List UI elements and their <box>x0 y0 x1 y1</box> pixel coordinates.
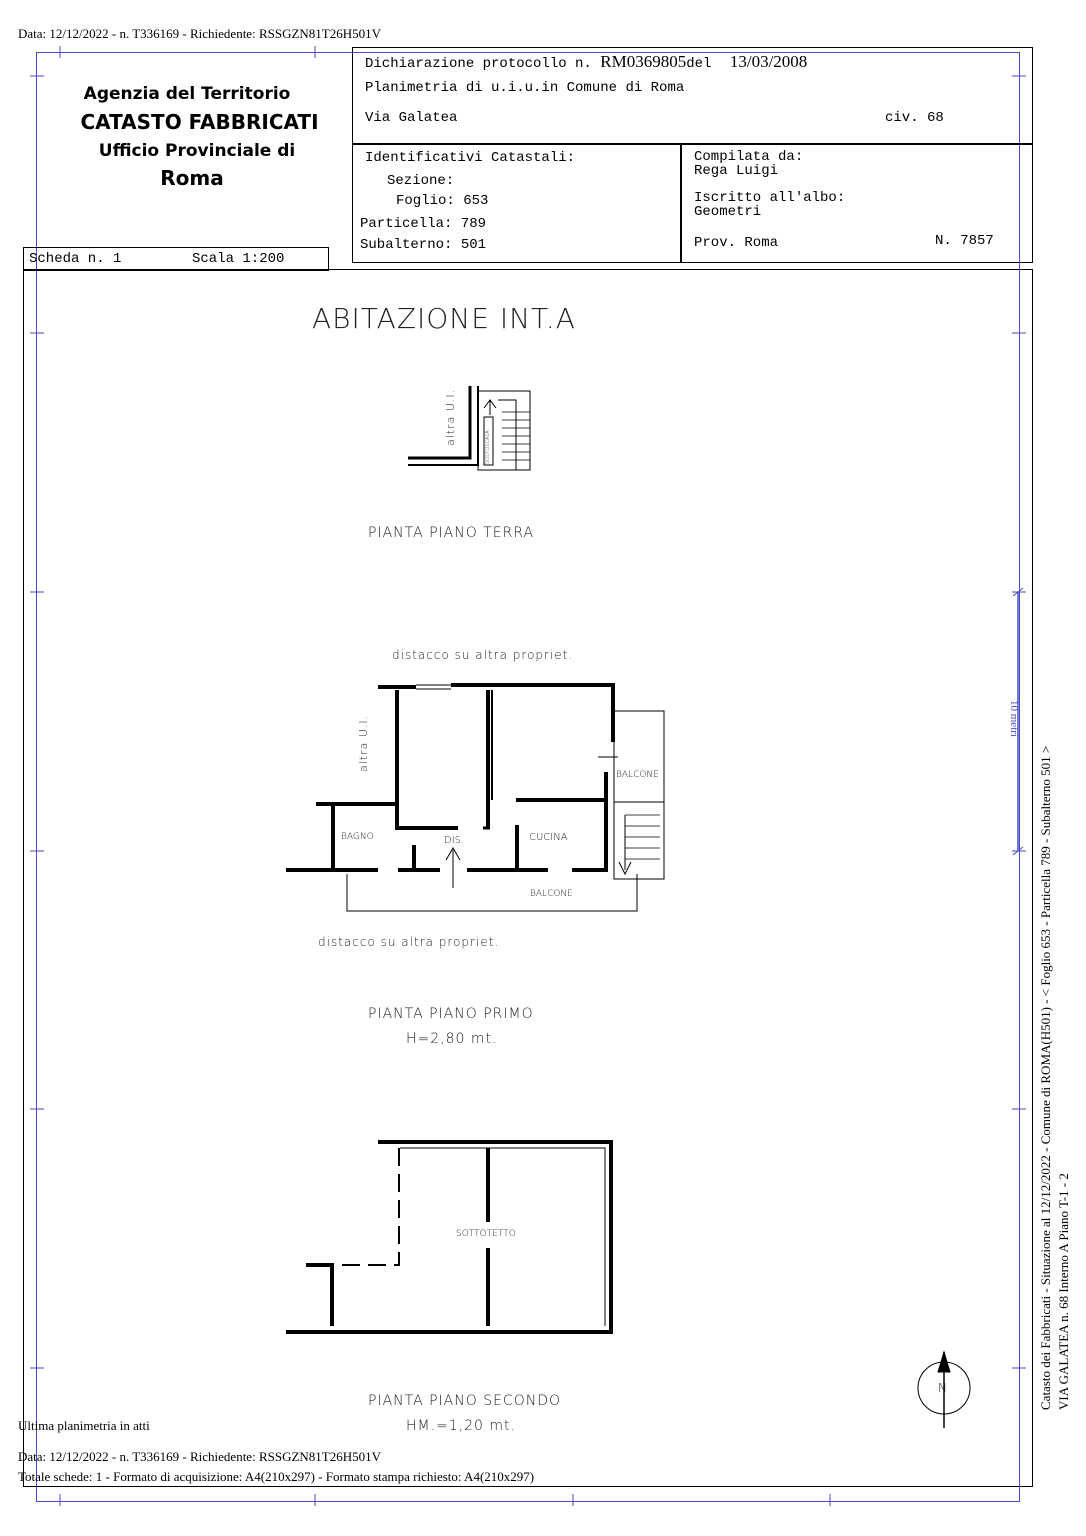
piano-terra-label: PIANTA PIANO TERRA <box>368 525 535 541</box>
frame-tick-marks <box>30 46 1026 1506</box>
provincia: Prov. Roma <box>694 235 779 251</box>
particella-value: Particella: 789 <box>360 216 487 232</box>
sottoscala-label: SOSTOSCALA <box>485 430 491 464</box>
sottotetto-label: SOTTOTETTO <box>456 1229 516 1239</box>
balcone-right-label: BALCONE <box>616 770 659 780</box>
piano-terra-plan <box>408 386 530 470</box>
piano-secondo-plan <box>286 1142 611 1332</box>
piano-primo-plan <box>286 685 664 911</box>
distacco-top-label: distacco su altra propriet. <box>392 648 574 662</box>
ultima-planimetria: Ultima planimetria in atti <box>18 1418 150 1433</box>
protocol-label: Dichiarazione protocollo n. RM0369805del 13/03/2008 <box>365 52 808 72</box>
piano-primo-label: PIANTA PIANO PRIMO <box>368 1006 534 1022</box>
compilatore-name: Rega Luigi <box>694 163 779 179</box>
agency-name: Agenzia del Territorio <box>83 84 291 104</box>
footer-totale-line: Totale schede: 1 - Formato di acquisizione: A4(210x297) - Formato stampa richiesto: A4(210x297) <box>18 1469 535 1484</box>
top-request-line: Data: 12/12/2022 - n. T336169 - Richiedente: RSSGZN81T26H501V <box>18 26 382 41</box>
distacco-bottom-label: distacco su altra propriet. <box>318 935 500 949</box>
city-name: Roma <box>160 166 224 190</box>
protocol-date: 13/03/2008 <box>729 52 808 71</box>
civic-number: civ. 68 <box>885 110 944 126</box>
balcone-bottom-label: BALCONE <box>530 889 573 899</box>
cucina-label: CUCINA <box>529 832 568 843</box>
height-secondo: HM.=1,20 mt. <box>406 1418 516 1434</box>
albo-name: Geometri <box>694 204 762 220</box>
iscritto-label: Iscritto all'albo: <box>694 190 846 206</box>
side-address-line: VIA GALATEA n. 68 Interno A Piano T-1 - 2 <box>1056 1173 1071 1410</box>
altra-ui-label-primo: altra U.I. <box>357 714 370 772</box>
drawing-title: ABITAZIONE INT.A <box>312 302 576 335</box>
scale-bar-label: 10 metri <box>1008 700 1020 737</box>
identificativi-title: Identificativi Catastali: <box>365 150 576 166</box>
sezione-label: Sezione: <box>387 173 455 189</box>
piano-secondo-label: PIANTA PIANO SECONDO <box>368 1393 562 1409</box>
catasto-title: CATASTO FABBRICATI <box>80 110 319 134</box>
footer-request-line: Data: 12/12/2022 - n. T336169 - Richiedente: RSSGZN81T26H501V <box>18 1449 382 1464</box>
altra-ui-label-terra: altra U.I. <box>444 388 457 446</box>
planimetria-line: Planimetria di u.i.u.in Comune di Roma <box>365 80 685 96</box>
subalterno-value: Subalterno: 501 <box>360 237 487 253</box>
height-primo: H=2,80 mt. <box>406 1031 498 1047</box>
scala-value: Scala 1:200 <box>192 251 285 267</box>
street-name: Via Galatea <box>365 110 458 126</box>
protocol-number: RM0369805 <box>600 52 687 71</box>
compilata-label: Compilata da: <box>694 149 804 165</box>
disimpegno-label: DIS. <box>444 835 465 846</box>
foglio-value: Foglio: 653 <box>396 193 489 209</box>
albo-number: N. 7857 <box>935 233 994 249</box>
north-label: N <box>938 1381 947 1395</box>
bagno-label: BAGNO <box>341 832 374 842</box>
side-catasto-line: Catasto dei Fabbricati - Situazione al 12/12/2022 - Comune di ROMA(H501) - < Foglio 653 - Particella 789 - Subalterno 501 > <box>1038 745 1053 1410</box>
scheda-number: Scheda n. 1 <box>29 251 122 267</box>
ufficio-label: Ufficio Provinciale di <box>98 141 296 161</box>
